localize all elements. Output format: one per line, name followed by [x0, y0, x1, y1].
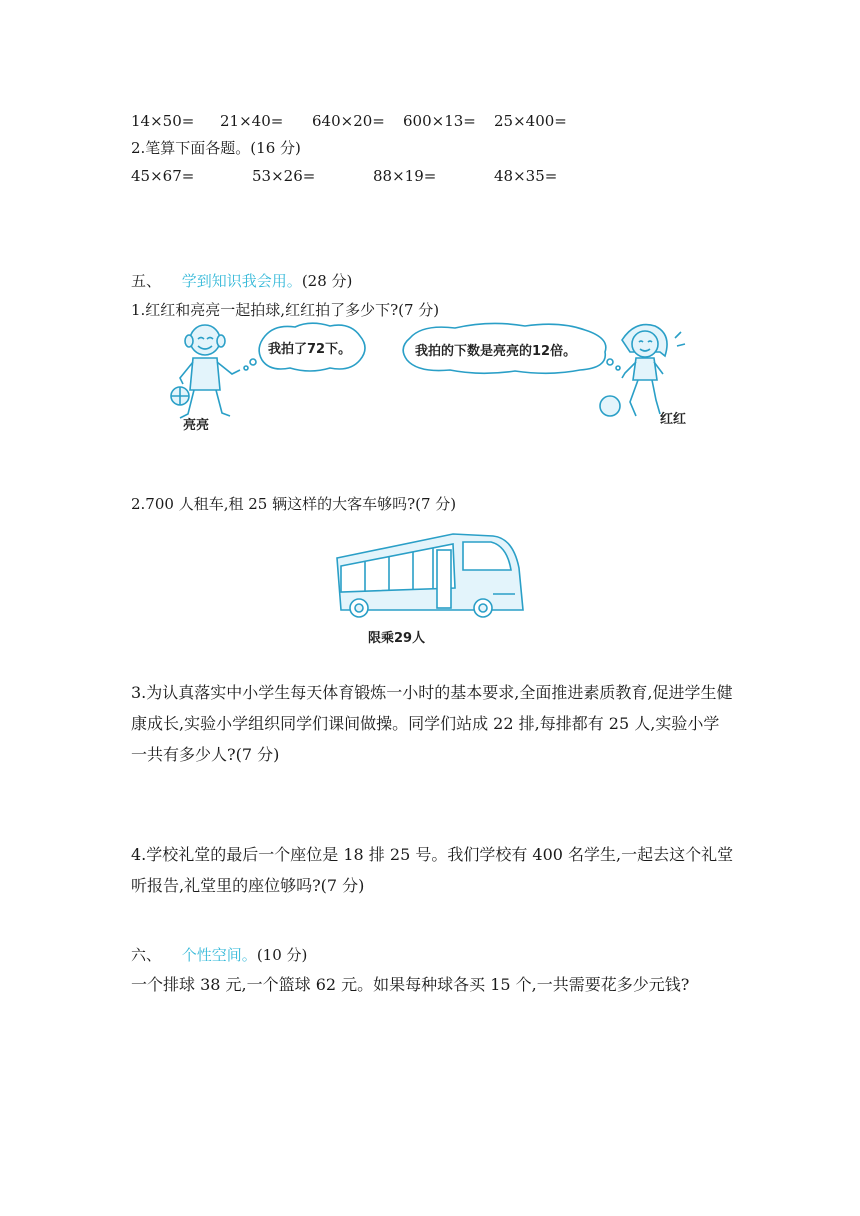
ball-bouncing-illustration [160, 318, 700, 433]
section-5-heading [131, 271, 352, 291]
section-score: (10 分) [256, 946, 308, 964]
calc-item: 48×35= [494, 167, 558, 185]
section-number: 五、 [131, 272, 162, 290]
boy-figure [171, 325, 240, 418]
calc-item: 21×40= [220, 112, 284, 130]
calc-item: 640×20= [312, 112, 385, 130]
section-title: 个性空间。 [181, 946, 257, 964]
calc-item: 45×67= [131, 167, 195, 185]
question-6: 一个排球 38 元,一个篮球 62 元。如果每种球各买 15 个,一共需要花多少元钱? [131, 975, 690, 994]
question-5-1: 1.红红和亮亮一起拍球,红红拍了多少下?(7 分) [131, 301, 440, 319]
question-5-4: 4.学校礼堂的最后一个座位是 18 排 25 号。我们学校有 400 名学生,一起去这个礼堂听报告,礼堂里的座位够吗?(7 分) [131, 845, 734, 895]
caption-liangliang: 亮亮 [183, 418, 210, 433]
question-2-title: 2.笔算下面各题。(16 分) [131, 139, 301, 157]
question-5-3: 3.为认真落实中小学生每天体育锻炼一小时的基本要求,全面推进素质教育,促进学生健康成长,实验小学组织同学们课间做操。同学们站成 22 排,每排都有 25 人,实验小学一共有多少人?(7 分) [131, 683, 733, 764]
bus-capacity-caption: 限乘29人 [368, 631, 426, 646]
calc-item: 25×400= [494, 112, 567, 130]
girl-figure [600, 325, 685, 416]
section-title: 学到知识我会用。 [181, 272, 302, 290]
calc-item: 600×13= [403, 112, 476, 130]
section-number: 六、 [131, 946, 162, 964]
section-6-heading [131, 945, 307, 965]
question-5-2: 2.700 人租车,租 25 辆这样的大客车够吗?(7 分) [131, 495, 457, 513]
bus-illustration [333, 528, 527, 620]
calc-item: 14×50= [131, 112, 195, 130]
caption-honghong: 红红 [660, 412, 687, 427]
calc-item: 88×19= [373, 167, 437, 185]
bubble-left-text: 我拍了72下。 [268, 342, 352, 357]
bus-body [337, 534, 523, 617]
section-score: (28 分) [301, 272, 353, 290]
bubble-right-text: 我拍的下数是亮亮的12倍。 [415, 344, 577, 359]
calc-item: 53×26= [252, 167, 316, 185]
